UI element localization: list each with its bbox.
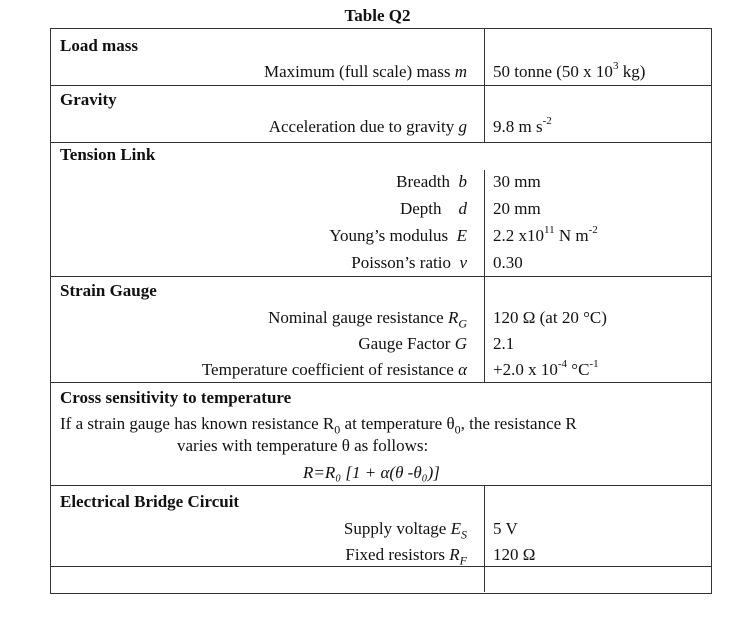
column-divider [484,29,485,142]
cross-sensitivity-text-line1: If a strain gauge has known resistance $R_0$ at temperature $\theta_0$, the resistance R [60,414,577,437]
section-heading-strain-gauge: Strain Gauge [60,281,157,300]
value-poisson-ratio: 0.30 [493,253,523,272]
label-youngs-modulus: Young’s modulus E [329,226,467,245]
row-divider [51,485,711,486]
label-gauge-resistance: Nominal gauge resistance $R_G$ [268,308,467,331]
section-heading-bridge-circuit: Electrical Bridge Circuit [60,492,240,511]
row-divider [51,566,711,567]
row-divider [51,382,711,383]
value-supply-voltage: 5 V [493,519,518,538]
value-breadth: 30 mm [493,172,541,191]
label-depth: Depth d [399,199,467,218]
label-gauge-factor: Gauge Factor G [358,334,467,353]
section-heading-load-mass: Load mass [60,36,138,55]
value-gauge-factor: 2.1 [493,334,515,353]
label-gravity: Acceleration due to gravity g [268,117,467,136]
table-title: Table Q2 [344,6,411,25]
section-heading-gravity: Gravity [60,90,117,109]
section-heading-cross-sensitivity: Cross sensitivity to temperature [60,388,292,407]
value-max-mass: 50 tonne (50 x $10^3$ kg) [493,60,646,81]
row-divider [51,276,711,277]
label-supply-voltage: Supply voltage $E_S$ [343,519,467,542]
label-max-mass: Maximum (full scale) mass m [263,62,467,81]
section-heading-tension-link: Tension Link [60,145,156,164]
column-divider [484,485,485,592]
value-gravity: 9.8 m $s^{-2}$ [493,115,552,136]
label-poisson-ratio: Poisson’s ratio v [351,253,467,272]
resistance-formula: R=R₀ [1 + α(θ -θ₀)] [303,463,440,482]
row-divider [51,142,711,143]
value-temp-coefficient: +2.0 x $10^{-4}$ $^\circ C^{-1}$ [493,358,599,379]
cross-sensitivity-text-line2: varies with temperature θ as follows: [177,436,429,455]
label-breadth: Breadth b [396,172,467,191]
value-fixed-resistors: 120 Ω [493,545,536,564]
data-table [50,28,712,594]
value-youngs-modulus: 2.2 $x10^{11}$ N $m^{-2}$ [493,224,598,245]
label-temp-coefficient: Temperature coefficient of resistance α [201,360,467,379]
label-fixed-resistors: Fixed resistors $R_F$ [345,545,467,568]
value-gauge-resistance: 120 Ω (at 20 °C) [493,308,607,327]
column-divider [484,170,485,382]
value-depth: 20 mm [493,199,541,218]
row-divider [51,85,711,86]
